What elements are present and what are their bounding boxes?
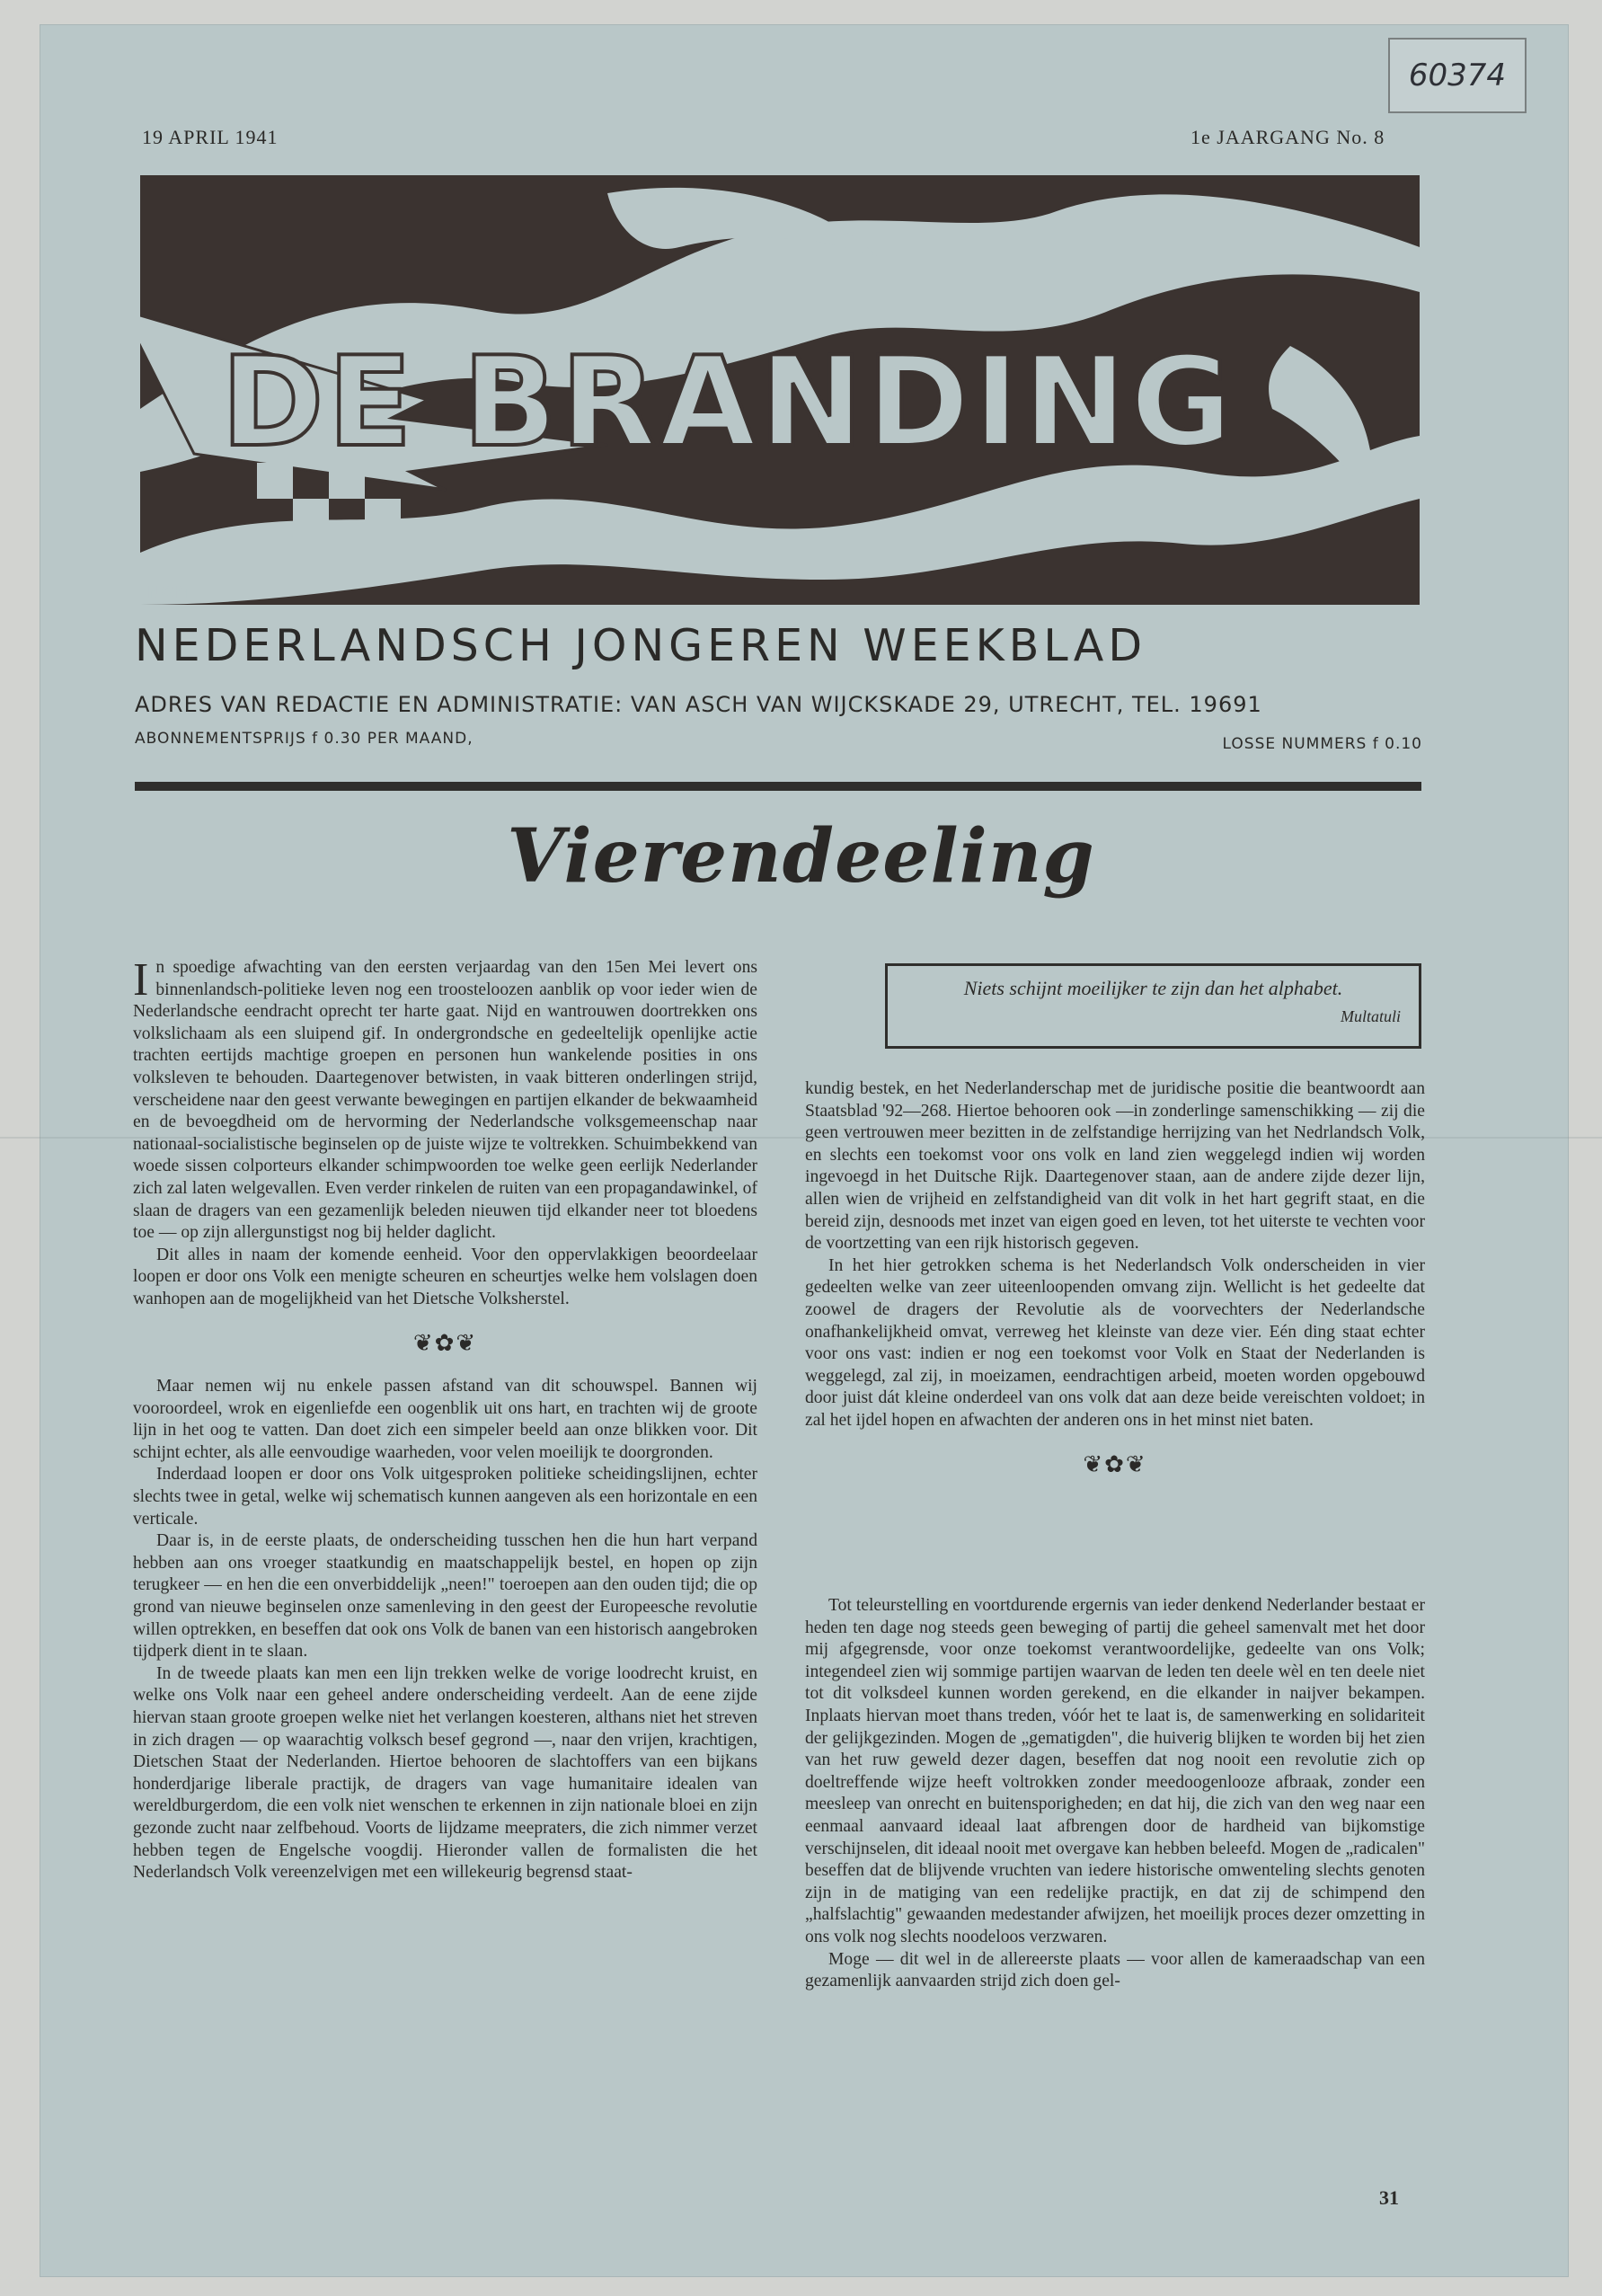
article-paragraph: Moge — dit wel in de allereerste plaats — voor allen de kameraadschap van een gezamenlijk aanvaarden strijd zich doen gel- <box>805 1949 1425 1991</box>
quote-box <box>885 963 1421 1049</box>
article-paragraph: kundig bestek, en het Nederlanderschap met de juridische positie die beantwoordt aan Staatsblad '92—268. Hiertoe behooren ook —in zonderlinge samenschikking — zij die geen vertrouwen meer bezitten in de zelfstandige herrijzing van het Nedrlandsch Volk, en slechts een toekomst voor ons volk en land zien weggelegd indien wij worden ingevoegd in het Duitsche Rijk. Daartegenover staan, aan de andere zijde dezer lijn, allen wien de vrijheid en zelfstandigheid van dit volk in het hart gegrift staat, en die bereid zijn, desnoods met inzet van eigen goed en leven, tot het uiterste te vechten voor de voortzetting van een rijk historisch gegeven. <box>805 1079 1425 1254</box>
article-left-column <box>133 954 757 1884</box>
editorial-address: ADRES VAN REDACTIE EN ADMINISTRATIE: VAN ASCH VAN WIJCKSKADE 29, UTRECHT, TEL. 19691 <box>135 692 1262 717</box>
quote-text: Niets schijnt moeilijker te zijn dan het alphabet. <box>963 977 1343 999</box>
paragraph-text: n spoedige afwachting van den eersten verjaardag van den 15en Mei levert ons binnenlandsch-politieke leven nog een troosteloozen aanblik op voor ieder wien de Nederlandsche eendracht oprecht ter harte gaat. Nijd en wantrouwen doortrekken ons volkslichaam als een sluipend gif. In ondergrondsche en gedeeltelijk openlijke actie trachten eertijds machtige groepen en personen hun wankelende posities in ons volksleven te behouden. Daartegenover betwisten, in vaak bitteren onderlingen strijd, verscheidene naar den geest verwante bewegingen en partijen elkander de bekwaamheid en de bevoegdheid om de hervorming der Nederlandsche volksgemeenschap naar nationaal-socialistische beginselen op de juiste wijze te voltrekken. Schuimbekkend van woede sissen colporteurs elkander schimpwoorden toe welke geen eerlijk Nederlander zich zal laten welgevallen. Even verder rinkelen de ruiten van een propagandawinkel, of slaan de dragers van een gezamenlijk beleden nieuwen tijd elkander neer tot bloedens toe — op zijn allergunstigst nog bij helder daglicht. <box>133 958 757 1243</box>
section-ornament: ❦✿❦ <box>1083 1450 1147 1477</box>
masthead-title: DE BRANDING <box>221 330 1236 474</box>
single-issue-price: LOSSE NUMMERS f 0.10 <box>1222 735 1422 753</box>
quote-author: Multatuli <box>1341 1007 1401 1025</box>
subscription-price: ABONNEMENTSPRIJS f 0.30 PER MAAND, <box>135 730 474 748</box>
article-right-column <box>805 1078 1425 1497</box>
article-paragraph: In het hier getrokken schema is het Nederlandsch Volk onderscheiden in vier gedeelten welke van zeer uiteenloopenden omvang zijn. Wellicht is het gedeelte dat zoowel de dragers der Revolutie als de voorvechters der Nederlandsche onafhankelijkheid omvat, verreweg het kleinste van deze vier. Eén ding staat echter voor ons vast: indien er nog een toekomst voor Volk en Staat der Nederlanden is weggelegd, zal zij, in moeizamen, eendrachtigen arbeid, moeten worden opgebouwd door juist dát kleine onderdeel van ons volk dat aan deze beide vereischten voldoet; in zal het ijdel hopen en afwachten der anderen ons in het minst niet baten. <box>805 1255 1425 1430</box>
section-ornament: ❦✿❦ <box>412 1329 478 1356</box>
article-paragraph: Inderdaad loopen er door ons Volk uitgesproken politieke scheidingslijnen, echter slechts twee in getal, welke wij schematisch kunnen aangeven als een horizontale en een verticale. <box>133 1465 757 1529</box>
article-paragraph: Dit alles in naam der komende eenheid. Voor den oppervlakkigen beoordeelaar loopen er door ons Volk een menigte scheuren en scheurtjes welke hem volslagen doen wanhopen aan de mogelijkheid van het Dietsche Volksherstel. <box>133 1245 757 1308</box>
archive-number: 60374 <box>1388 38 1527 113</box>
article-paragraph: Maar nemen wij nu enkele passen afstand van dit schouwspel. Bannen wij vooroordeel, wrok en eigenliefde een oogenblik uit ons hart, en trachten wij de groote lijn in het oog te vatten. Dan doet zich een simpeler beeld aan onze blikken voor. Dit schijnt echter, als alle eenvoudige waarheden, voor velen moeilijk te doorgronden. <box>133 1377 757 1462</box>
article-paragraph: Tot teleurstelling en voortdurende ergernis van ieder denkend Nederlander bestaat er heden ten dage nog steeds geen beweging of partij die geheel samenvalt met het door mij afgegrensde, voor onze toekomst verantwoordelijke, gedeelte van ons Volk; integendeel zien wij sommige partijen waarvan de leden ten deele wèl en ten deele niet tot dit volksdeel kunnen worden gerekend, en die elkander in naijver bekampen. Inplaats hiervan moet thans treden, vóór het te laat is, de samenwerking en solidariteit der gelijkgezinden. Mogen de „gematigden", die huiverig blijken te worden bij het zien van het ruw geweld dezer dagen, beseffen dat nog nooit een revolutie zich op doeltreffende wijze heeft voltrokken zonder meedoogenlooze afbraak, zonder een meesleep van onrecht en buitensporigheden; en dat hij, die zich van den weg naar een eenmaal aanvaard ideaal laat afbrengen door de hardheid van bijkomstige verschijnselen, dit ideaal nooit met overgave kan hebben beleefd. Mogen de „radicalen" beseffen dat de blijvende vruchten van iedere historische omwenteling slechts genoten zijn in de matiging van een redelijke practijk, en dat zij de schimpend den „halfslachtig" gewaanden medestander afwijzen, het moeilijk proces dezer omzetting in ons volk nog slechts noodeloos verzwaren. <box>805 1596 1425 1946</box>
artist-monogram: NOM <box>147 583 191 602</box>
issue-date: 19 APRIL 1941 <box>142 126 279 148</box>
issue-volume: 1e JAARGANG No. 8 <box>1190 126 1385 148</box>
article-paragraph: In de tweede plaats kan men een lijn trekken welke de vorige loodrecht kruist, en welke ons Volk naar een geheel andere onderscheiding verdeelt. Aan de eene zijde hiervan staan groote groepen welke niet het verlangen koesteren, althans niet het streven in zich dragen — op waarachtig volksch besef gegrond —, naar den vrijen, krachtigen, Dietschen Staat der Nederlanden. Hiertoe behooren de slachtoffers van een bijkans honderdjarige liberale practijk, de dragers van vage humanitaire idealen van wereldburgerdom, die een volk niet wenschen te erkennen in zijn nationale bloei en zijn gezonde zucht naar zelfbehoud. Voorts de lijdzame meepraters, die zich nimmer verzet hebben tegen de Engelsche voogdij. Hieronder vallen de formalisten die het Nederlandsch Volk vereenzelvigen met een willekeurig begrensd staat- <box>133 1663 757 1883</box>
article-paragraph <box>133 954 757 1245</box>
drop-cap: I <box>133 954 149 1006</box>
article-headline: Vierendeeling <box>507 813 1095 900</box>
masthead-logo <box>140 175 1420 605</box>
header-rule <box>135 782 1421 791</box>
article-right-column-lower <box>805 1595 1425 1993</box>
masthead-subtitle: NEDERLANDSCH JONGEREN WEEKBLAD <box>135 620 1147 671</box>
page-number: 31 <box>1379 2186 1399 2209</box>
article-paragraph: Daar is, in de eerste plaats, de onderscheiding tusschen hen die hun hart verpand hebben aan ons vroeger staatkundig en maatschappelijk bestel, en hopen op zijn terugkeer — en hen die een onverbiddelijk „neen!" toeroepen aan den ouden tijd; die op grond van nieuwe beginselen onze samenleving in den geest der Europeesche revolutie willen optrekken, en beseffen dat ook ons Volk de banen van een historisch aangebroken tijdperk dient in te slaan. <box>133 1531 757 1662</box>
